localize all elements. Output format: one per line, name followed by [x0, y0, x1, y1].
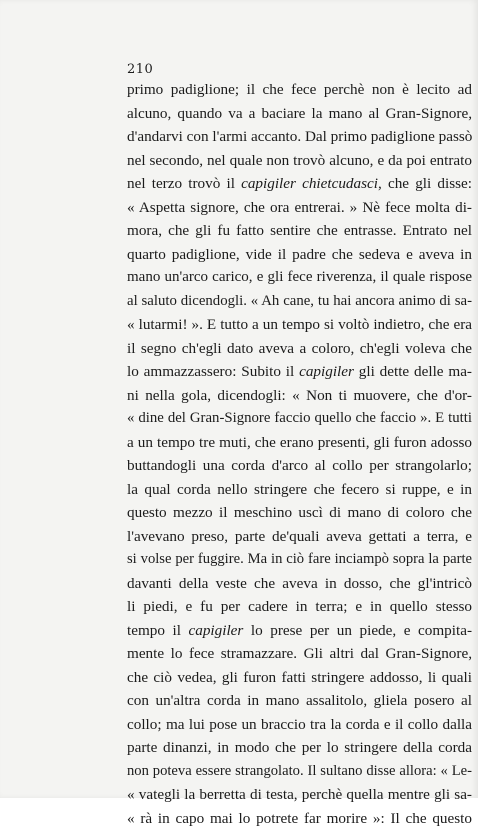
text-segment: « rà in capo mai lo potrete far morire »: Il che questo	[127, 810, 472, 827]
page-number: 210	[127, 62, 153, 77]
text-line	[127, 689, 472, 713]
text-line	[127, 313, 472, 337]
text-line	[127, 384, 472, 408]
text-segment: tempo il	[127, 622, 189, 639]
text-line	[127, 783, 472, 807]
text-line	[127, 243, 472, 267]
text-segment: d'andarvi con l'armi accanto. Dal primo padiglione passò	[127, 128, 472, 145]
text-segment: gli dette delle ma-	[354, 363, 472, 380]
text-segment: davanti della veste che aveva in dosso, che gl'intricò	[127, 575, 472, 592]
text-segment: la qual corda nello stringere che fecero si ruppe, e in	[127, 481, 472, 498]
text-segment: « lutarmi! ». E tutto a un tempo si voltò indietro, che era	[127, 316, 472, 333]
text-line	[127, 337, 472, 361]
text-segment: lo ammazzassero: Subito il	[127, 363, 299, 380]
text-segment: questo mezzo il meschino uscì di mano di coloro che	[127, 504, 472, 521]
text-line	[127, 125, 472, 149]
text-segment: il segno ch'egli dato aveva a coloro, ch'egli voleva che	[127, 340, 472, 357]
text-line	[127, 595, 472, 619]
text-segment: mente lo fece stramazzare. Gli altri dal Gran-Signore,	[127, 645, 472, 662]
text-segment: mano un'arco carico, e gli fece riverenza, il quale rispose	[127, 269, 472, 285]
text-line	[127, 736, 472, 760]
text-line	[127, 713, 472, 737]
text-segment: parte dinanzi, in modo che per lo stringere della corda	[127, 739, 472, 756]
italic-term: capigiler	[189, 622, 244, 639]
text-line	[127, 454, 472, 478]
text-segment: non poteva essere strangolato. Il sultano disse allora: « Le-	[127, 763, 472, 779]
text-segment: buttandogli una corda d'arco al collo per strangolarlo;	[127, 457, 472, 474]
text-line	[127, 196, 472, 220]
text-segment: primo padiglione; il che fece perchè non è lecito ad	[127, 81, 472, 98]
italic-term: capigiler chietcudasci	[241, 175, 378, 192]
text-segment: a un tempo tre muti, che erano presenti, gli furon adosso	[127, 434, 472, 451]
text-segment: alcuno, quando va a baciare la mano al Gran-Signore,	[127, 105, 472, 122]
text-line	[127, 572, 472, 596]
text-line	[127, 478, 472, 502]
text-line	[127, 666, 472, 690]
text-line	[127, 619, 472, 643]
text-segment: collo; ma lui pose un braccio tra la corda e il collo dalla	[127, 716, 472, 733]
text-segment: nel terzo trovò il	[127, 175, 241, 192]
text-line	[127, 407, 472, 431]
text-line	[127, 360, 472, 384]
text-segment: , che gli disse:	[378, 175, 472, 192]
text-segment: l'avevano preso, parte de'quali aveva gettati a terra, e	[127, 528, 472, 545]
text-segment: al saluto dicendogli. « Ah cane, tu hai ancora animo di sa-	[127, 293, 472, 309]
text-line	[127, 548, 472, 572]
italic-term: capigiler	[299, 363, 354, 380]
text-line	[127, 501, 472, 525]
text-line	[127, 219, 472, 243]
text-segment: con un'altra corda in mano assalitolo, gliela posero al	[127, 692, 472, 709]
text-segment: « vategli la berretta di testa, perchè quella mentre gli sa-	[127, 786, 472, 803]
text-line	[127, 266, 472, 290]
text-line	[127, 642, 472, 666]
text-segment: nel secondo, nel quale non trovò alcuno, e da poi entrato	[127, 152, 472, 169]
text-segment: mora, che gli fu fatto sentire che entrasse. Entrato nel	[127, 222, 472, 239]
text-line	[127, 149, 472, 173]
text-line	[127, 431, 472, 455]
text-line	[127, 760, 472, 784]
text-segment: lo prese per un piede, e compita-	[243, 622, 472, 639]
body-text	[127, 78, 472, 830]
text-segment: si volse per fuggire. Ma in ciò fare inciampò sopra la parte	[127, 551, 472, 567]
text-segment: li piedi, e fu per cadere in terra; e in quello stesso	[127, 598, 472, 615]
text-segment: ni nella gola, dicendogli: « Non ti muovere, che d'or-	[127, 387, 472, 404]
text-line	[127, 78, 472, 102]
text-line	[127, 290, 472, 314]
text-line	[127, 102, 472, 126]
text-segment: « dine del Gran-Signore faccio quello che faccio ». E tutti	[127, 410, 472, 426]
text-line	[127, 807, 472, 830]
text-segment: « Aspetta signore, che ora entrerai. » Nè fece molta di-	[127, 199, 472, 216]
text-line	[127, 172, 472, 196]
text-segment: che ciò vedea, gli furon fatti stringere addosso, li quali	[127, 669, 472, 686]
text-line	[127, 525, 472, 549]
text-segment: quarto padiglione, vide il padre che sedeva e aveva in	[127, 246, 472, 263]
